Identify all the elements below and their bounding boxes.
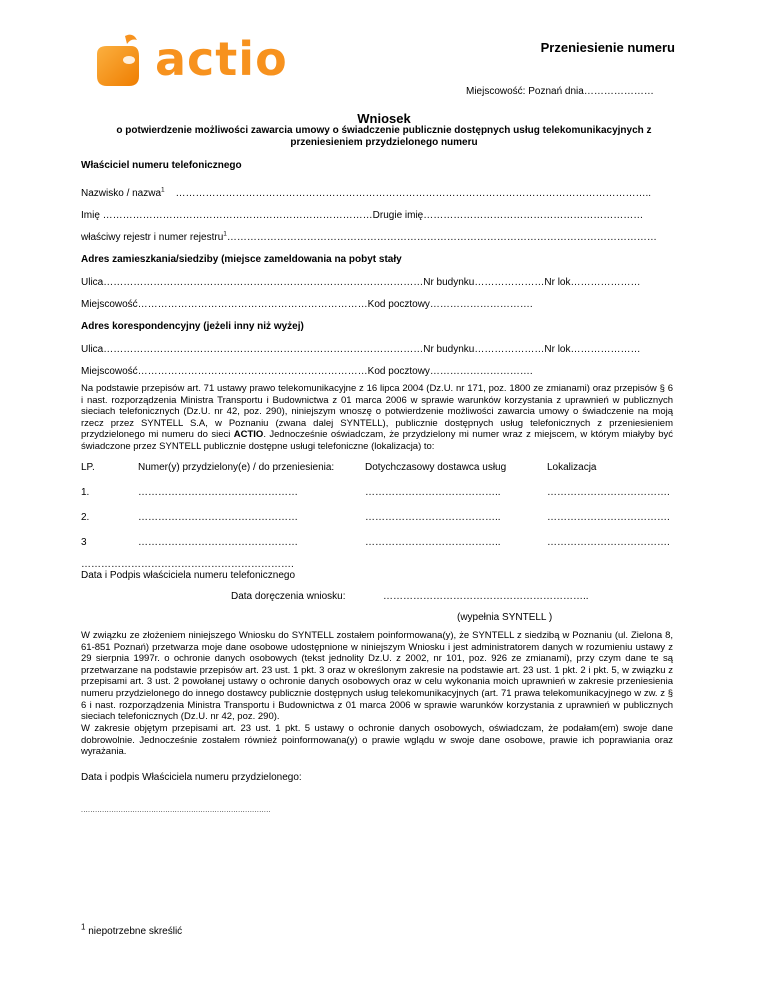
correspondence-city-field[interactable]: Miejscowość……………………………………………………………Kod pocztowy…………………………. bbox=[81, 366, 533, 377]
residence-heading: Adres zamieszkania/siedziby (miejsce zameldowania na pobyt stały bbox=[81, 254, 402, 265]
table-row-2-number[interactable]: ………………………………………… bbox=[138, 512, 298, 523]
footnote-ref: 1 bbox=[223, 230, 227, 238]
table-row-3-number[interactable]: ………………………………………… bbox=[138, 537, 298, 548]
table-row-3-location[interactable]: ………………………………. bbox=[547, 537, 670, 548]
table-row-1-lp: 1. bbox=[81, 487, 90, 498]
table-row-1-number[interactable]: ………………………………………… bbox=[138, 487, 298, 498]
table-row-2-provider[interactable]: ………………………………….. bbox=[365, 512, 501, 523]
consent-paragraph-2: W zakresie objętym przepisami art. 23 ust. 1 pkt. 5 ustawy o ochronie danych osobowych, oświadczam, że podałam(em) swoje dane dobrowolnie. Jednocześnie zostałem również poinformowana(y) o prawie wglądu w swoje dane osobowe, prawie ich poprawiania oraz wyrażania. bbox=[81, 723, 673, 758]
logo-wordmark: actio bbox=[155, 32, 288, 86]
signature-dots[interactable]: ………………………………………………………. bbox=[81, 559, 294, 570]
name-label: Nazwisko / nazwa bbox=[81, 188, 162, 199]
table-row-1-location[interactable]: ………………………………. bbox=[547, 487, 670, 498]
registry-dots: ………………………………………………………………………………………………………………… bbox=[226, 232, 657, 243]
footnote-ref: 1 bbox=[161, 186, 165, 194]
delivery-date-label: Data doręczenia wniosku: bbox=[231, 591, 346, 602]
actio-logo bbox=[93, 32, 293, 90]
table-row-3-provider[interactable]: ………………………………….. bbox=[365, 537, 501, 548]
page-subtitle bbox=[100, 125, 668, 149]
legal-text-before: Na podstawie przepisów art. 71 ustawy prawo telekomunikacyjne z 16 lipca 2004 (Dz.U. nr 171, poz. 1800 ze zmianami) oraz przepisów § 6 i nast. rozporządzenia Ministra Transportu i Budownictwa z 01 marca 2006 w sprawie warunków korzystania z uprawnień w publicznych sieciach telefonicznych (Dz.U. nr 42, poz. 290), niniejszym wnoszę o potwierdzenie możliwości zawarcia umowy o świadczenie na moją rzecz przez SYNTELL S.A, w Poznaniu (zwana dalej SYNTELL), publicznie dostępnych usług telefonicznych z przeniesieniem przydzielonego mi numeru do sieci bbox=[81, 383, 673, 441]
delivery-date-dots[interactable]: …………………………………………………….. bbox=[383, 591, 589, 602]
table-header-lp: LP. bbox=[81, 462, 95, 473]
table-row-2-location[interactable]: ………………………………. bbox=[547, 512, 670, 523]
page-title: Wniosek bbox=[357, 111, 411, 126]
final-signature-dots[interactable]: ................................................................................. bbox=[81, 807, 271, 814]
subtitle-line-2: przeniesieniem przydzielonego numeru bbox=[290, 137, 478, 148]
final-signature-label: Data i podpis Właściciela numeru przydzielonego: bbox=[81, 772, 302, 783]
logo-mark-icon bbox=[93, 32, 153, 90]
legal-paragraph bbox=[81, 383, 673, 453]
first-name-field[interactable]: Imię ………………………………………………………………………Drugie imię………………………………………………………… bbox=[81, 210, 644, 221]
subtitle-line-1: o potwierdzenie możliwości zawarcia umowy o świadczenie publicznie dostępnych usług telekomunikacyjnych z bbox=[116, 125, 652, 136]
footnote-text: niepotrzebne skreślić bbox=[85, 926, 183, 937]
correspondence-street-field[interactable]: Ulica……………………………………………………………………………………Nr budynku…………………Nr lok………………… bbox=[81, 344, 641, 355]
legal-text-after: . Jednocześnie oświadczam, że przydzielony mi numer wraz z miejscem, w którym miałyby być świadczone przez SYNTELL publicznie dostępne usługi telefoniczne (lokalizacja) to: bbox=[81, 429, 673, 452]
footnote-mark: 1 bbox=[81, 922, 86, 932]
legal-text-bold: ACTIO bbox=[233, 429, 264, 441]
footnote bbox=[81, 922, 183, 937]
table-row-1-provider[interactable]: ………………………………….. bbox=[365, 487, 501, 498]
document-type-title: Przeniesienie numeru bbox=[540, 40, 675, 55]
registry-field[interactable] bbox=[81, 232, 657, 243]
table-row-3-lp: 3 bbox=[81, 537, 87, 548]
name-dots: …………………………………………………………………………………………………………………………….. bbox=[175, 188, 651, 199]
signature-label: Data i Podpis właściciela numeru telefonicznego bbox=[81, 570, 296, 581]
table-row-2-lp: 2. bbox=[81, 512, 90, 523]
place-date-line: Miejscowość: Poznań dnia………………… bbox=[466, 86, 654, 97]
name-field[interactable] bbox=[81, 188, 651, 199]
table-header-number: Numer(y) przydzielony(e) / do przeniesienia: bbox=[138, 462, 335, 473]
residence-city-field[interactable]: Miejscowość……………………………………………………………Kod pocztowy…………………………. bbox=[81, 299, 533, 310]
delivery-note: (wypełnia SYNTELL ) bbox=[457, 612, 553, 623]
table-header-location: Lokalizacja bbox=[547, 462, 597, 473]
table-header-provider: Dotychczasowy dostawca usług bbox=[365, 462, 507, 473]
consent-paragraph: W związku ze złożeniem niniejszego Wniosku do SYNTELL zostałem poinformowana(y), że SYNTELL z siedzibą w Poznaniu (ul. Zielona 8, 61-851 Poznań) przetwarza moje dane osobowe udostępnione w niniejszym Wniosku i jest administratorem danych w rozumieniu ustawy z 29 sierpnia 1997r. o ochronie danych osobowych (tekst jednolity Dz.U. z 2002, nr 101, poz. 926 ze zmianami), przy czym dane te są przetwarzane na podstawie przepisów art. 23 ust. 1 pkt. 3 oraz w określonym zakresie na podstawie art. 23 ust. 1 pkt. 2 i pkt. 5, w związku z przepisami art. 3 ust. 2 powołanej ustawy o ochronie danych osobowych oraz w celu wykonania moich uprawnień w zakresie przeniesienia numeru przydzielonego do innego dostawcy publicznie dostępnych usług telekomunikacyjnych (art. 71 prawa telekomunikacyjnego w zw. z § 6 i nast. rozporządzenia Ministra Transportu i Budownictwa z 01 marca 2006 w sprawie warunków korzystania z uprawnień w publicznych sieciach telefonicznych (Dz.U. nr 42, poz. 290). bbox=[81, 630, 673, 723]
correspondence-heading: Adres korespondencyjny (jeżeli inny niż wyżej) bbox=[81, 321, 304, 332]
owner-heading: Właściciel numeru telefonicznego bbox=[81, 160, 242, 171]
residence-street-field[interactable]: Ulica……………………………………………………………………………………Nr budynku…………………Nr lok………………… bbox=[81, 277, 641, 288]
registry-label: właściwy rejestr i numer rejestru bbox=[81, 232, 224, 243]
